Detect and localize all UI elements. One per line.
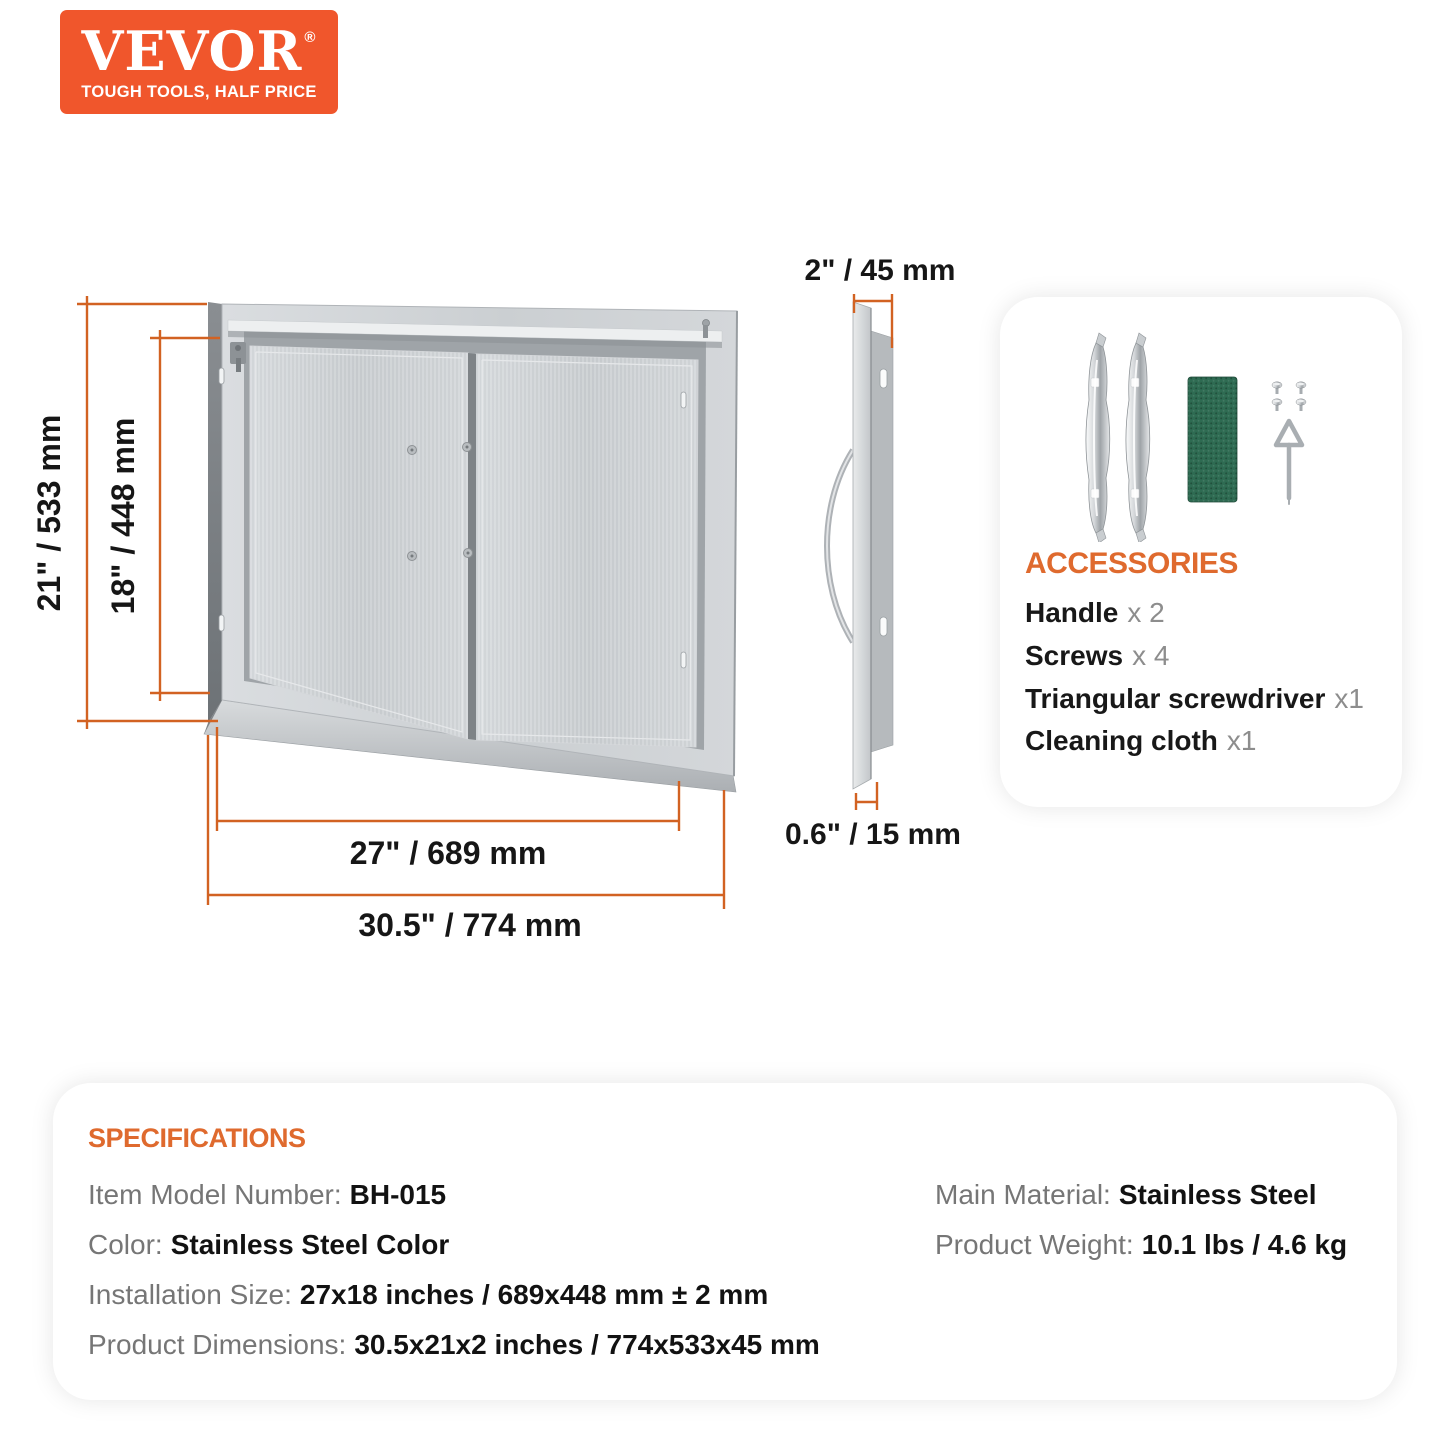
spec-row-main-material [935, 1179, 1317, 1211]
spec-label: Product Dimensions: [88, 1329, 347, 1360]
specifications-card [53, 1083, 1397, 1400]
spec-value: 27x18 inches / 689x448 mm ± 2 mm [299, 1279, 769, 1310]
brand-name [60, 19, 338, 83]
accessory-count: x 4 [1132, 640, 1170, 671]
dim-height-inner: 18" / 448 mm [105, 417, 141, 615]
accessories-card [1000, 297, 1402, 807]
spec-row-installation-size [88, 1279, 768, 1311]
accessory-item-screwdriver [1025, 683, 1364, 715]
spec-row-color [88, 1229, 449, 1261]
spec-row-model [88, 1179, 446, 1211]
accessories-illustration [1000, 297, 1402, 542]
accessory-item-handle [1025, 597, 1165, 629]
accessory-item-screws [1025, 640, 1169, 672]
door-front-diagram [30, 230, 790, 1020]
accessory-name: Triangular screwdriver [1025, 683, 1326, 714]
double-door-illustration [204, 302, 737, 792]
cleaning-cloth-icon [1188, 377, 1237, 502]
accessory-name: Cleaning cloth [1025, 725, 1218, 756]
accessory-count: x 2 [1127, 597, 1165, 628]
registered-mark-icon: ® [304, 29, 317, 46]
spec-value: Stainless Steel [1118, 1179, 1317, 1210]
dim-width-outer: 30.5" / 774 mm [358, 907, 582, 943]
accessories-title: ACCESSORIES [1025, 547, 1238, 580]
side-slot-top [880, 369, 887, 388]
triangular-screwdriver-icon [1276, 421, 1302, 504]
door-left-edge [208, 302, 222, 723]
left-door-panel [250, 346, 468, 739]
spec-row-product-dimensions [88, 1329, 820, 1361]
spec-label: Product Weight: [935, 1229, 1134, 1260]
spec-label: Item Model Number: [88, 1179, 342, 1210]
dim-side-flange: 0.6" / 15 mm [785, 818, 961, 851]
brand-tagline: TOUGH TOOLS, HALF PRICE [81, 83, 317, 101]
spec-value: 30.5x21x2 inches / 774x533x45 mm [354, 1329, 820, 1360]
dim-side-depth: 2" / 45 mm [804, 254, 956, 287]
side-handle [827, 450, 853, 642]
handle-icon [1086, 333, 1150, 542]
spec-value: 10.1 lbs / 4.6 kg [1141, 1229, 1348, 1260]
accessory-item-cleaning-cloth [1025, 725, 1256, 757]
spec-row-product-weight [935, 1229, 1347, 1261]
side-back-flange [871, 331, 893, 752]
brand-name-text: VEVOR [81, 19, 303, 83]
spec-label: Color: [88, 1229, 163, 1260]
side-front-bar [853, 302, 871, 789]
spec-value: BH-015 [349, 1179, 447, 1210]
door-center-mullion [468, 353, 476, 740]
spec-value: Stainless Steel Color [170, 1229, 450, 1260]
side-slot-bottom [880, 617, 887, 636]
spec-label: Installation Size: [88, 1279, 292, 1310]
door-side-diagram [780, 230, 1000, 870]
screws-icon [1272, 382, 1306, 411]
accessory-count: x1 [1226, 725, 1257, 756]
spec-label: Main Material: [935, 1179, 1111, 1210]
specifications-title: SPECIFICATIONS [88, 1123, 306, 1153]
dim-width-inner: 27" / 689 mm [349, 835, 547, 871]
side-view-illustration [827, 302, 893, 789]
right-door-panel [476, 354, 698, 747]
dim-height-outer: 21" / 533 mm [31, 414, 67, 612]
accessory-count: x1 [1334, 683, 1364, 714]
vevor-logo [60, 10, 338, 114]
accessory-name: Screws [1025, 640, 1124, 671]
accessory-name: Handle [1025, 597, 1119, 628]
